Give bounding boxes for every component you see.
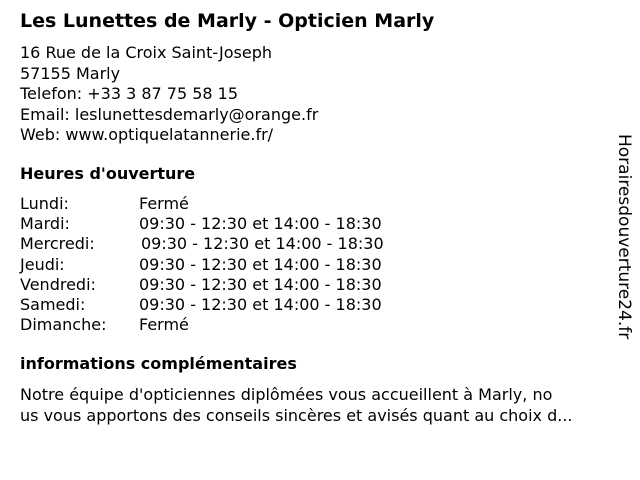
day-label: Lundi: (20, 194, 69, 213)
time-value: 09:30 - 12:30 et 14:00 - 18:30 (139, 274, 382, 294)
business-title: Les Lunettes de Marly - Opticien Marly (20, 10, 435, 32)
contact-block (20, 43, 318, 146)
time-value: 09:30 - 12:30 et 14:00 - 18:30 (139, 254, 382, 274)
day-label: Mercredi: (20, 234, 95, 254)
day-label: Jeudi: (20, 254, 65, 274)
address-street: 16 Rue de la Croix Saint-Joseph (20, 43, 272, 62)
day-label: Vendredi: (20, 274, 96, 294)
address-city: 57155 Marly (20, 63, 121, 83)
day-label: Dimanche: (20, 315, 107, 335)
time-value: 09:30 - 12:30 et 14:00 - 18:30 (139, 294, 382, 314)
info-line-1: Notre équipe d'opticiennes diplômées vous accueillent à Marly, no (20, 385, 553, 404)
phone-line: Telefon: +33 3 87 75 58 15 (20, 84, 239, 103)
time-value: Fermé (139, 194, 189, 213)
day-label: Mardi: (20, 214, 70, 234)
additional-info-heading: informations complémentaires (20, 354, 297, 373)
time-value: 09:30 - 12:30 et 14:00 - 18:30 (139, 214, 382, 234)
additional-info-text (20, 384, 620, 426)
web-line: Web: www.optiquelatannerie.fr/ (20, 125, 274, 144)
time-value: 09:30 - 12:30 et 14:00 - 18:30 (141, 234, 384, 254)
opening-hours-heading: Heures d'ouverture (20, 164, 196, 183)
email-line: Email: leslunettesdemarly@orange.fr (20, 104, 319, 124)
info-line-2: us vous apportons des conseils sincères et avisés quant au choix d... (20, 406, 573, 425)
time-value: Fermé (139, 315, 189, 335)
day-label: Samedi: (20, 294, 86, 314)
site-watermark: Horairesdouverture24.fr (614, 134, 634, 340)
